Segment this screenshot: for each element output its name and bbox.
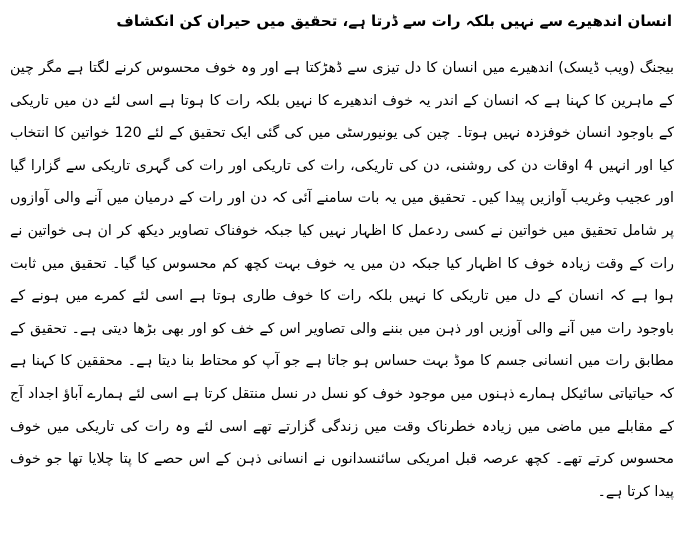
article-headline: انسان اندھیرے سے نہیں بلکہ رات سے ڈرتا ہے، تحقیق میں حیران کن انکشاف [116, 12, 672, 30]
article-body: بیجنگ (ویب ڈیسک) اندھیرے میں انسان کا دل تیزی سے ڈھڑکتا ہے اور وہ خوف محسوس کرنے لگتا ہے مگر چین کے ماہرین کا کہنا ہے کہ انسان کے اندر یہ خوف اندھیرے کا نہیں بلکہ رات کا ہوتا ہے اسی لئے دن میں تاریکی کے باوجود انسان خوفزدہ نہیں ہوتا۔ چین کی یونیورسٹی میں کی گئی ایک تحقیق کے لئے 120 خواتین کا انتخاب کیا اور انہیں 4 اوقات دن کی روشنی، دن کی تاریکی، رات کی تاریکی اور رات کی گہری تاریکی سے گزارا گیا اور عجیب وغریب آوازیں پیدا کیں۔ تحقیق میں یہ بات سامنے آئی کہ دن اور رات کے درمیان میں آنے والی آوازوں پر شامل تحقیق میں خواتین نے کسی ردعمل کا اظہار نہیں کیا جبکہ خوفناک تصاویر دیکھ کر ان ہی خواتین نے رات کے وقت زیادہ خوف کا اظہار کیا جبکہ دن میں یہ خوف بہت کچھ کم محسوس کیا گیا۔ تحقیق میں ثابت ہوا ہے کہ انسان کے دل میں تاریکی کا نہیں بلکہ رات کا خوف طاری ہوتا ہے اسی لئے کمرے میں ہونے کے باوجود رات میں آنے والی آوزیں اور ذہن میں بننے والی تصاویر اس کے خف کو اور بھی بڑھا دیتی ہے۔ تحقیق کے مطابق رات میں انسانی جسم کا موڈ بہت حساس ہو جاتا ہے جو آپ کو محتاط بنا دیتا ہے۔ محققین کا کہنا ہے کہ حیاتیاتی سائیکل ہمارے ذہنوں میں موجود خوف کو نسل در نسل منتقل کرتا ہے اسی لئے ہمارے آباؤ اجداد آج کے مقابلے میں ماضی میں زیادہ خطرناک وقت میں زندگی گزارتے تھے اسی لئے وہ رات کی تاریکی میں خوف محسوس کرتے تھے۔ کچھ عرصہ قبل امریکی سائنسدانوں نے انسانی ذہن کے اس حصے کا پتا چلایا تھا جو خوف پیدا کرتا ہے۔ [10, 60, 674, 500]
